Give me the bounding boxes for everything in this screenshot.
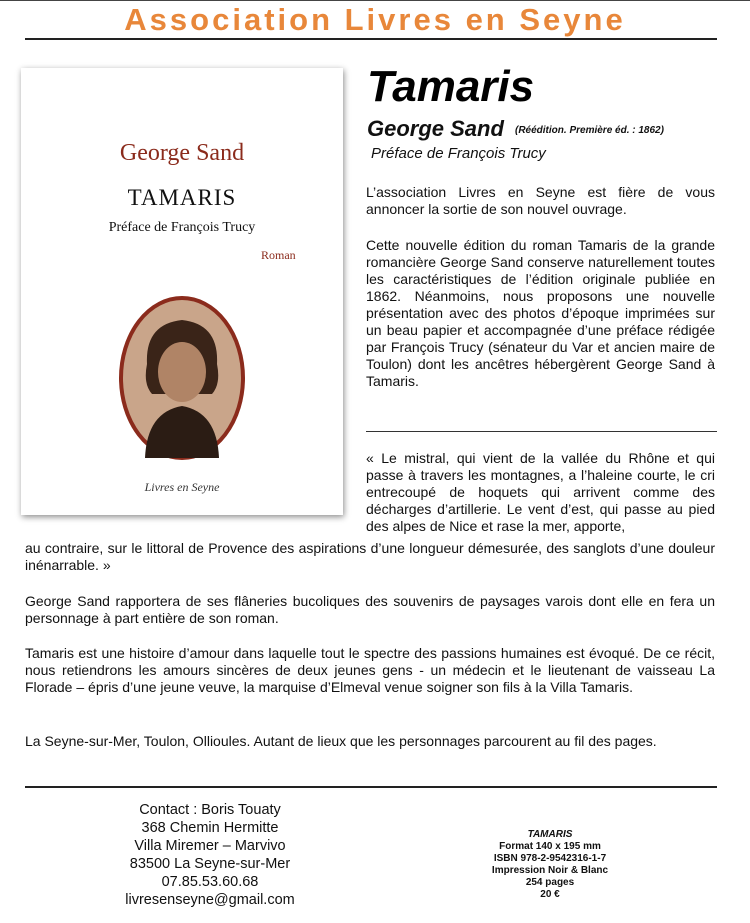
specs-price: 20 € [540,889,560,900]
quote-part-2: au contraire, sur le littoral de Provence des aspirations d’une longueur démesurée, des sanglots d’une douleur inénarrable. » [25,540,715,573]
story-paragraph: Tamaris est une histoire d’amour dans laquelle tout le spectre des passions humaines est évoqué. De ce récit, nous retiendrons les amours sincères de deux jeunes gens - un médecin et le lieutenant de vaisseau La Florade – épris d’une jeune veuve, la marquise d’Elmeval venue soigner son fils à la Villa Tamaris. [25,645,715,695]
cover-publisher: Livres en Seyne [144,480,220,494]
cover-genre: Roman [261,248,296,262]
portrait-image [21,294,343,467]
section-rule [366,431,717,432]
specs-format: Format 140 x 195 mm [499,841,601,852]
cover-preface: Préface de François Trucy [108,220,256,235]
contact-city: 83500 La Seyne-sur-Mer [129,856,291,872]
book-title: Tamaris [367,62,535,111]
quote-part-1: « Le mistral, qui vient de la vallée du Rhône et qui passe à travers les montagnes, a l’haleine courte, le cri entrecoupé de hoquets qui arrivent comme des décharges d’artillerie. Le vent d’est, qui passe au pied des alpes de Nice et rase la mer, apporte, [366,450,715,534]
book-cover [21,68,343,515]
cover-author: George Sand [119,140,245,166]
book-specs [450,829,650,901]
description-paragraph: Cette nouvelle édition du roman Tamaris de la grande romancière George Sand conserve naturellement toutes les caractéristiques de l’édition originale publiée en 1862. Néanmoins, nous proposons une nouvelle présentation avec des photos d’époque imprimées sur un beau papier et accompagnée d’une préface rédigée par François Trucy (sénateur du Var et ancien maire de Toulon) dont les ancêtres hébergèrent George Sand à Tamaris. [366,237,715,389]
specs-isbn: ISBN 978-2-9542316-1-7 [493,853,607,864]
contact-email[interactable]: livresenseyne@gmail.com [125,892,295,908]
contact-name: Contact : Boris Touaty [139,802,281,818]
book-author: George Sand [367,116,504,141]
places-paragraph: La Seyne-sur-Mer, Toulon, Ollioules. Autant de lieux que les personnages parcourent au fil des pages. [25,733,657,749]
specs-pages: 254 pages [525,877,575,888]
association-title: Association Livres en Seyne [124,2,626,37]
book-preface: Préface de François Trucy [371,145,546,162]
contact-block [60,801,360,909]
book-edition: (Réédition. Première éd. : 1862) [515,125,664,136]
contact-locality: Villa Miremer – Marvivo [134,838,286,854]
top-rule [0,0,750,1]
cover-title: TAMARIS [127,185,237,210]
contact-phone: 07.85.53.60.68 [161,874,259,890]
intro-paragraph: L’association Livres en Seyne est fière de vous annoncer la sortie de son nouvel ouvrage. [366,184,715,217]
specs-print: Impression Noir & Blanc [491,865,609,876]
contact-street: 368 Chemin Hermitte [141,820,279,836]
specs-title: TAMARIS [527,829,573,840]
landscape-paragraph: George Sand rapportera de ses flâneries bucoliques des souvenirs de paysages varois dont elle en fera un personnage à part entière de son roman. [25,593,715,626]
header-rule [25,38,717,40]
footer-rule [25,786,717,788]
